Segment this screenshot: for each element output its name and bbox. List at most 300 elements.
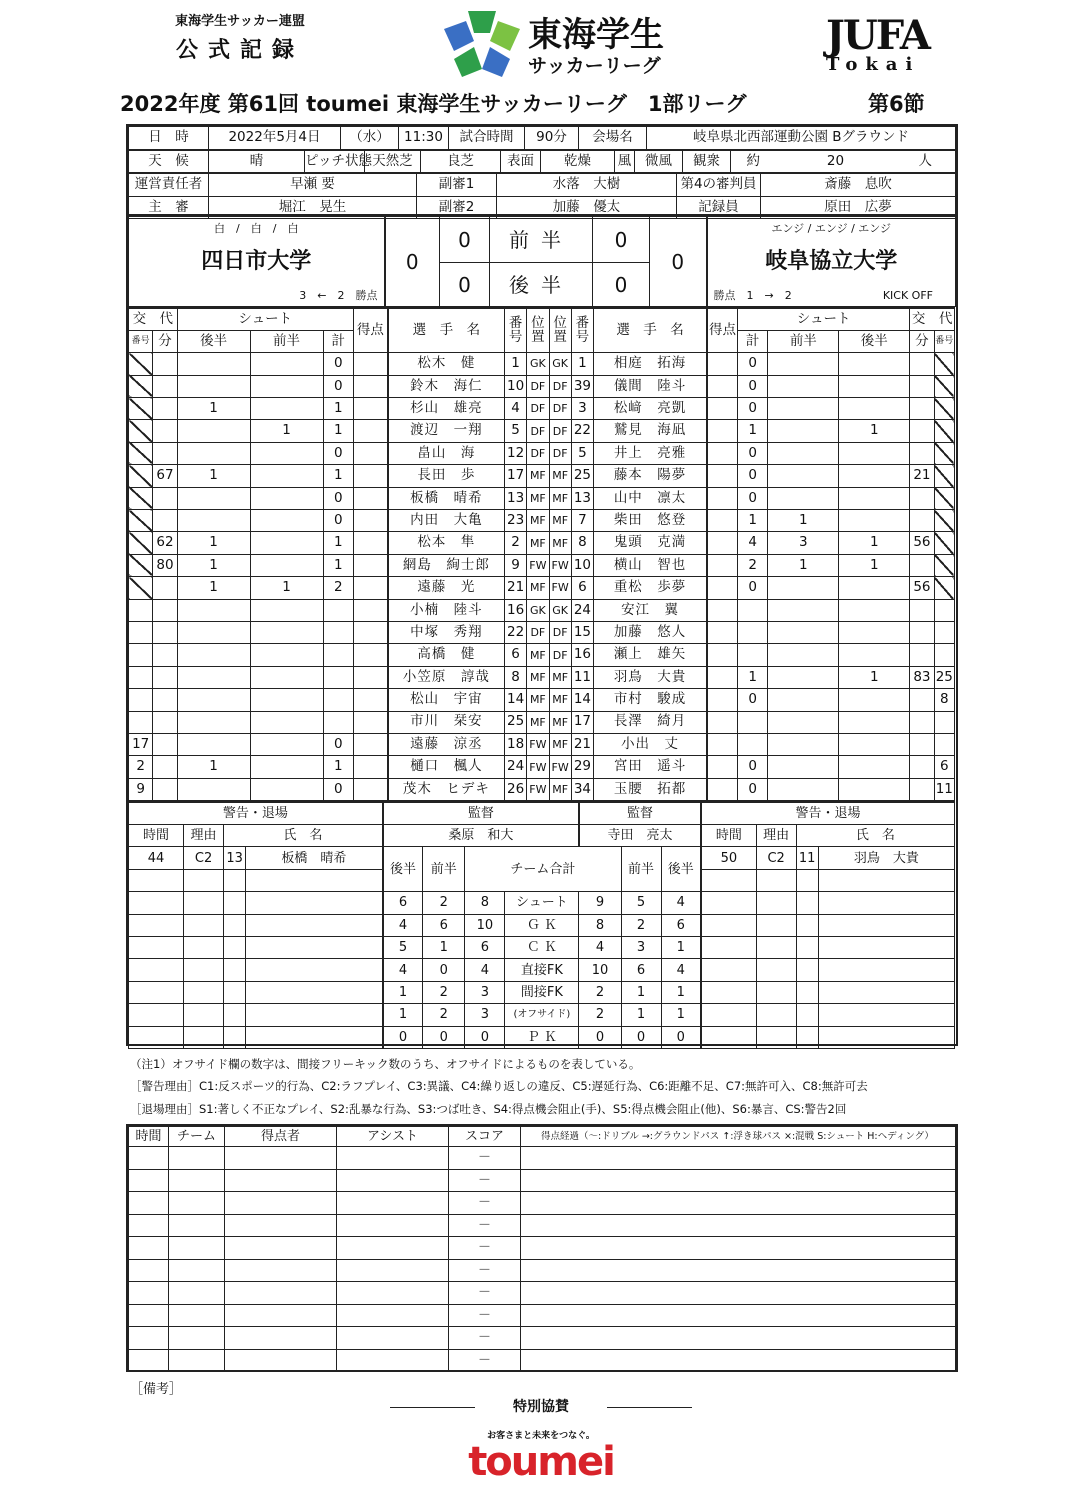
away-player-name: 柴田 悠登: [594, 510, 708, 532]
goal-scorer: [225, 1237, 337, 1260]
home-sub-header: 交 代: [129, 308, 178, 330]
goal-row: [129, 1282, 956, 1305]
home-sub-number: [129, 554, 153, 576]
home-shoot-total: 1: [323, 532, 353, 554]
away-shoot-first: [768, 465, 839, 487]
away-sub-minute: [910, 733, 934, 755]
total-stat-label: 直接FK: [505, 959, 579, 981]
home-shoot-total: 0: [323, 487, 353, 509]
home-shoot-first: [250, 666, 323, 688]
home-sub-number: [129, 666, 153, 688]
goal-time: [129, 1169, 169, 1192]
organizer-block: [150, 10, 330, 64]
away-sub-number: [934, 644, 954, 666]
goal-time: [129, 1282, 169, 1305]
label-referee: 主 審: [129, 196, 209, 219]
away-total-score: 0: [650, 217, 707, 307]
home-goals: [353, 510, 387, 532]
away-coach-name: 寺田 亮太: [579, 824, 701, 846]
away-shoot-total: 4: [737, 532, 767, 554]
goal-process: [521, 1169, 956, 1192]
goal-row: [129, 1237, 956, 1260]
home-sub-number: [129, 353, 153, 375]
away-shoot-header: シュート: [737, 308, 909, 330]
away-card-blank: [796, 936, 818, 958]
home-shoot-second: [177, 711, 250, 733]
away-shoot-second: [839, 487, 910, 509]
home-shoot-second: [177, 666, 250, 688]
surface-value: 乾燥: [541, 150, 615, 173]
total-away-first: 5: [621, 892, 661, 914]
total-away-all: 9: [579, 892, 621, 914]
home-sub-number: [129, 442, 153, 464]
away-goals: [707, 778, 737, 800]
home-sub-number: [129, 644, 153, 666]
home-shoot-total: [323, 599, 353, 621]
home-player-number: 13: [504, 487, 526, 509]
goals-frame: [126, 1124, 958, 1372]
away-player-number: 16: [571, 644, 593, 666]
goal-team: [169, 1237, 225, 1260]
home-goals: [353, 577, 387, 599]
away-goals: [707, 666, 737, 688]
goal-time: [129, 1327, 169, 1350]
goals-header-row: [129, 1127, 956, 1147]
away-player-number: 39: [571, 375, 593, 397]
away-shoot-first: [768, 375, 839, 397]
home-goals: [353, 666, 387, 688]
home-sub-minute: [153, 711, 177, 733]
home-player-name: 渡辺 一翔: [388, 420, 505, 442]
away-goals: [707, 398, 737, 420]
goal-time: [129, 1304, 169, 1327]
sponsor-block: [390, 1396, 692, 1485]
away-sub-minute: [910, 689, 934, 711]
home-goals: [353, 442, 387, 464]
home-sub-number: [129, 577, 153, 599]
players-table: [128, 307, 955, 801]
home-card-blank: [184, 892, 224, 914]
away-player-name: 加藤 悠人: [594, 621, 708, 643]
home-player-name: 遠藤 涼丞: [388, 733, 505, 755]
home-player-number: 17: [504, 465, 526, 487]
away-player-number: 14: [571, 689, 593, 711]
home-first-header: 前半: [250, 330, 323, 352]
away-card-blank: [818, 914, 954, 936]
home-sub-minute: [153, 442, 177, 464]
home-team-cell: [129, 217, 385, 307]
home-cards-title: 警告・退場: [129, 802, 383, 824]
total-away-second: 6: [661, 914, 701, 936]
away-card-blank: [796, 1004, 818, 1026]
info-row-officials-1: [129, 174, 956, 197]
away-player-number: 1: [571, 353, 593, 375]
totals-away-second-header: 後半: [661, 847, 701, 892]
away-card-blank: [701, 1004, 756, 1026]
empty-cell: [224, 869, 246, 891]
away-player-pos: DF: [549, 442, 571, 464]
away-player-pos: DF: [549, 644, 571, 666]
total-away-all: 2: [579, 981, 621, 1003]
away-sub-minute: [910, 375, 934, 397]
goal-assist: [337, 1169, 449, 1192]
away-sub-number: [934, 554, 954, 576]
label-ar2: 副審2: [417, 196, 497, 219]
sponsor-line-right: [607, 1407, 692, 1408]
away-shoot-first: [768, 599, 839, 621]
player-row: [129, 711, 955, 733]
away-total-header: 計: [737, 330, 767, 352]
total-home-first: 0: [423, 959, 465, 981]
recorder-value: 原田 広夢: [761, 196, 956, 219]
away-goals: [707, 375, 737, 397]
goals-process-header: 得点経過（～:ドリブル →:グラウンドパス ↑:浮き球パス ×:混戦 S:シュート H:ヘディング）: [521, 1127, 956, 1147]
away-card-blank: [756, 959, 796, 981]
home-shoot-second: [177, 644, 250, 666]
goal-score: －: [449, 1214, 521, 1237]
kickoff-label: KICK OFF: [882, 289, 933, 302]
home-shoot-first: [250, 756, 323, 778]
home-card-blank: [184, 1004, 224, 1026]
away-shoot-first: 1: [768, 554, 839, 576]
away-team-name: 岐阜協立大学: [765, 248, 898, 274]
away-sub-header: 交 代: [910, 308, 955, 330]
away-sub-minute: [910, 510, 934, 532]
sponsor-line-left: [390, 1407, 475, 1408]
away-no-header: 番号: [571, 308, 593, 353]
total-away-second: 1: [661, 981, 701, 1003]
goal-team: [169, 1349, 225, 1372]
away-player-name: 羽鳥 大貴: [594, 666, 708, 688]
home-card-blank: [224, 981, 246, 1003]
home-shoot-first: [250, 733, 323, 755]
away-goals: [707, 420, 737, 442]
home-shoot-total: 0: [323, 510, 353, 532]
goal-scorer: [225, 1192, 337, 1215]
home-card-blank: [184, 914, 224, 936]
goal-row: [129, 1349, 956, 1372]
home-shoot-second: 1: [177, 465, 250, 487]
away-sub-num-header: 番号: [934, 330, 954, 352]
home-card-blank: [224, 892, 246, 914]
total-home-first: 6: [423, 914, 465, 936]
jufa-text: JUFA: [826, 12, 929, 59]
away-shoot-first: [768, 621, 839, 643]
total-home-all: 4: [465, 959, 505, 981]
home-coach-label: 監督: [383, 802, 579, 824]
player-row: [129, 689, 955, 711]
home-shoot-total: 2: [323, 577, 353, 599]
home-goals: [353, 599, 387, 621]
away-card-blank: [818, 981, 954, 1003]
away-goals: [707, 577, 737, 599]
away-card-blank: [756, 981, 796, 1003]
home-card-blank: [129, 1026, 184, 1048]
goals-scorer-header: 得点者: [225, 1127, 337, 1147]
away-shoot-total: [737, 621, 767, 643]
match-title: 2022年度 第61回 toumei 東海学生サッカーリーグ 1部リーグ: [120, 92, 747, 116]
total-home-second: 0: [383, 1026, 423, 1048]
home-shoot-total: 1: [323, 420, 353, 442]
home-sub-minute: 67: [153, 465, 177, 487]
home-player-name: 高橋 健: [388, 644, 505, 666]
home-player-number: 10: [504, 375, 526, 397]
home-player-number: 18: [504, 733, 526, 755]
goal-time: [129, 1259, 169, 1282]
away-player-number: 22: [571, 420, 593, 442]
label-duration: 試合時間: [449, 127, 525, 150]
home-shoot-first: [250, 465, 323, 487]
goal-row: [129, 1169, 956, 1192]
home-goals: [353, 398, 387, 420]
home-coach-name: 桑原 和大: [383, 824, 579, 846]
score-table: [128, 216, 956, 307]
home-player-name: 遠藤 光: [388, 577, 505, 599]
player-row: [129, 733, 955, 755]
goal-score: －: [449, 1282, 521, 1305]
away-sub-minute: [910, 442, 934, 464]
away-player-name: 井上 亮雅: [594, 442, 708, 464]
away-sub-number: [934, 599, 954, 621]
away-sub-number: [934, 442, 954, 464]
away-sub-minute: [910, 353, 934, 375]
home-player-pos: MF: [527, 487, 549, 509]
goal-process: [521, 1214, 956, 1237]
home-player-number: 9: [504, 554, 526, 576]
home-colors: 白 / 白 / 白: [214, 222, 299, 235]
goal-time: [129, 1237, 169, 1260]
away-player-pos: GK: [549, 599, 571, 621]
goal-assist: [337, 1237, 449, 1260]
total-away-all: 10: [579, 959, 621, 981]
away-card-blank: [701, 936, 756, 958]
home-card-blank: [184, 981, 224, 1003]
home-card-name-header: 氏 名: [224, 824, 383, 846]
away-goals: [707, 442, 737, 464]
home-player-pos: DF: [527, 398, 549, 420]
away-goals: [707, 510, 737, 532]
away-sub-minute: 21: [910, 465, 934, 487]
goal-assist: [337, 1192, 449, 1215]
home-player-number: 12: [504, 442, 526, 464]
away-shoot-total: [737, 644, 767, 666]
home-player-name: 樋口 楓人: [388, 756, 505, 778]
goal-assist: [337, 1349, 449, 1372]
home-player-number: 23: [504, 510, 526, 532]
away-sub-minute: [910, 711, 934, 733]
home-player-number: 2: [504, 532, 526, 554]
empty-cell: [701, 869, 756, 891]
total-away-first: 1: [621, 981, 661, 1003]
away-card-blank: [701, 1026, 756, 1048]
away-card-blank: [818, 959, 954, 981]
away-player-name: 長澤 綺月: [594, 711, 708, 733]
home-card-blank: [129, 981, 184, 1003]
home-shoot-second: [177, 621, 250, 643]
home-sub-minute: [153, 599, 177, 621]
away-player-number: 3: [571, 398, 593, 420]
home-no-header: 番号: [504, 308, 526, 353]
away-goals: [707, 465, 737, 487]
away-player-name: 横山 智也: [594, 554, 708, 576]
away-shoot-second: [839, 756, 910, 778]
goal-time: [129, 1349, 169, 1372]
total-home-second: 1: [383, 1004, 423, 1026]
wind-value: 微風: [635, 150, 683, 173]
away-card-blank: [796, 914, 818, 936]
away-sub-number: [934, 465, 954, 487]
home-goals: [353, 689, 387, 711]
referee-value: 堀江 晃生: [209, 196, 417, 219]
label-pitch: ピッチ状態: [305, 150, 365, 173]
totals-label: チーム合計: [465, 847, 621, 892]
home-shoot-first: [250, 532, 323, 554]
attendance-approx: 約: [731, 150, 776, 173]
away-player-pos: MF: [549, 510, 571, 532]
player-row: [129, 554, 955, 576]
away-player-pos: GK: [549, 353, 571, 375]
goal-team: [169, 1169, 225, 1192]
home-shoot-second: [177, 778, 250, 800]
home-card-blank: [184, 936, 224, 958]
home-sub-minute: [153, 420, 177, 442]
total-home-all: 10: [465, 914, 505, 936]
home-shoot-total: [323, 621, 353, 643]
home-total-header: 計: [323, 330, 353, 352]
home-player-pos: GK: [527, 599, 549, 621]
away-shoot-first: [768, 420, 839, 442]
home-card-blank: [246, 936, 383, 958]
away-card-blank: [818, 892, 954, 914]
home-goals: [353, 465, 387, 487]
away-sub-minute: 56: [910, 532, 934, 554]
weather-value: 晴: [209, 150, 305, 173]
away-cards-title: 警告・退場: [701, 802, 954, 824]
home-player-number: 25: [504, 711, 526, 733]
goal-assist: [337, 1282, 449, 1305]
home-sub-minute: [153, 398, 177, 420]
away-sub-number: 6: [934, 756, 954, 778]
home-card-blank: [184, 1026, 224, 1048]
home-sub-minute: [153, 487, 177, 509]
home-player-pos: FW: [527, 733, 549, 755]
jufa-logo: [826, 12, 950, 75]
goal-scorer: [225, 1304, 337, 1327]
goal-process: [521, 1349, 956, 1372]
away-card-blank: [818, 936, 954, 958]
total-away-second: 1: [661, 1004, 701, 1026]
goal-score: －: [449, 1169, 521, 1192]
away-shoot-second: [839, 644, 910, 666]
totals-away-first-header: 前半: [621, 847, 661, 892]
away-card-blank: [796, 892, 818, 914]
home-card-blank: [246, 1026, 383, 1048]
home-sub-number: [129, 711, 153, 733]
home-goals: [353, 353, 387, 375]
home-sub-number: 17: [129, 733, 153, 755]
label-date: 日 時: [129, 127, 209, 150]
goal-scorer: [225, 1282, 337, 1305]
goal-assist: [337, 1147, 449, 1170]
empty-cell: [246, 869, 383, 891]
home-goals: [353, 554, 387, 576]
away-shoot-second: [839, 599, 910, 621]
home-sub-minute: [153, 577, 177, 599]
away-card-blank: [756, 936, 796, 958]
away-shoot-total: 0: [737, 353, 767, 375]
goal-process: [521, 1327, 956, 1350]
players-header-row-1: [129, 308, 955, 330]
away-shoot-first: [768, 711, 839, 733]
home-card-blank: [224, 1026, 246, 1048]
away-shoot-total: 1: [737, 510, 767, 532]
home-sub-min-header: 分: [153, 330, 177, 352]
label-surface: 表面: [501, 150, 541, 173]
away-card-blank: [701, 892, 756, 914]
away-sub-minute: [910, 420, 934, 442]
away-player-header: 選 手 名: [594, 308, 708, 353]
away-shoot-second: 1: [839, 532, 910, 554]
home-shoot-total: [323, 689, 353, 711]
bottom-table: [128, 801, 955, 1049]
goal-team: [169, 1147, 225, 1170]
away-sub-number: [934, 420, 954, 442]
goals-team-header: チーム: [169, 1127, 225, 1147]
home-sub-number: 2: [129, 756, 153, 778]
goal-team: [169, 1282, 225, 1305]
away-sub-number: [934, 398, 954, 420]
away-goals: [707, 599, 737, 621]
goal-scorer: [225, 1327, 337, 1350]
total-away-first: 1: [621, 1004, 661, 1026]
away-shoot-first: [768, 733, 839, 755]
home-shoot-first: [250, 442, 323, 464]
goals-score-header: スコア: [449, 1127, 521, 1147]
home-first-half-score: 0: [440, 217, 490, 263]
away-player-name: 松﨑 亮凱: [594, 398, 708, 420]
home-player-number: 21: [504, 577, 526, 599]
home-card-reason: C2: [184, 847, 224, 869]
away-player-pos: MF: [549, 778, 571, 800]
away-shoot-total: 0: [737, 442, 767, 464]
home-player-pos: MF: [527, 510, 549, 532]
manager-value: 早瀬 要: [209, 174, 417, 197]
home-sub-minute: [153, 778, 177, 800]
away-goals: [707, 711, 737, 733]
away-goals: [707, 756, 737, 778]
home-sub-number: [129, 487, 153, 509]
home-shoot-first: [250, 689, 323, 711]
away-goals: [707, 554, 737, 576]
home-card-blank: [246, 981, 383, 1003]
home-shoot-total: 1: [323, 398, 353, 420]
home-sub-num-header: 番号: [129, 330, 153, 352]
away-points: 勝点 1 → 2: [713, 289, 792, 302]
home-player-name: 網島 絢士郎: [388, 554, 505, 576]
home-sub-minute: [153, 733, 177, 755]
away-shoot-first: 3: [768, 532, 839, 554]
player-row: [129, 644, 955, 666]
away-player-pos: DF: [549, 621, 571, 643]
home-card-time-header: 時間: [129, 824, 184, 846]
goal-row: [129, 1304, 956, 1327]
home-sub-minute: [153, 375, 177, 397]
home-player-pos: GK: [527, 353, 549, 375]
player-row: [129, 398, 955, 420]
goals-time-header: 時間: [129, 1127, 169, 1147]
player-row: [129, 532, 955, 554]
away-player-pos: MF: [549, 465, 571, 487]
